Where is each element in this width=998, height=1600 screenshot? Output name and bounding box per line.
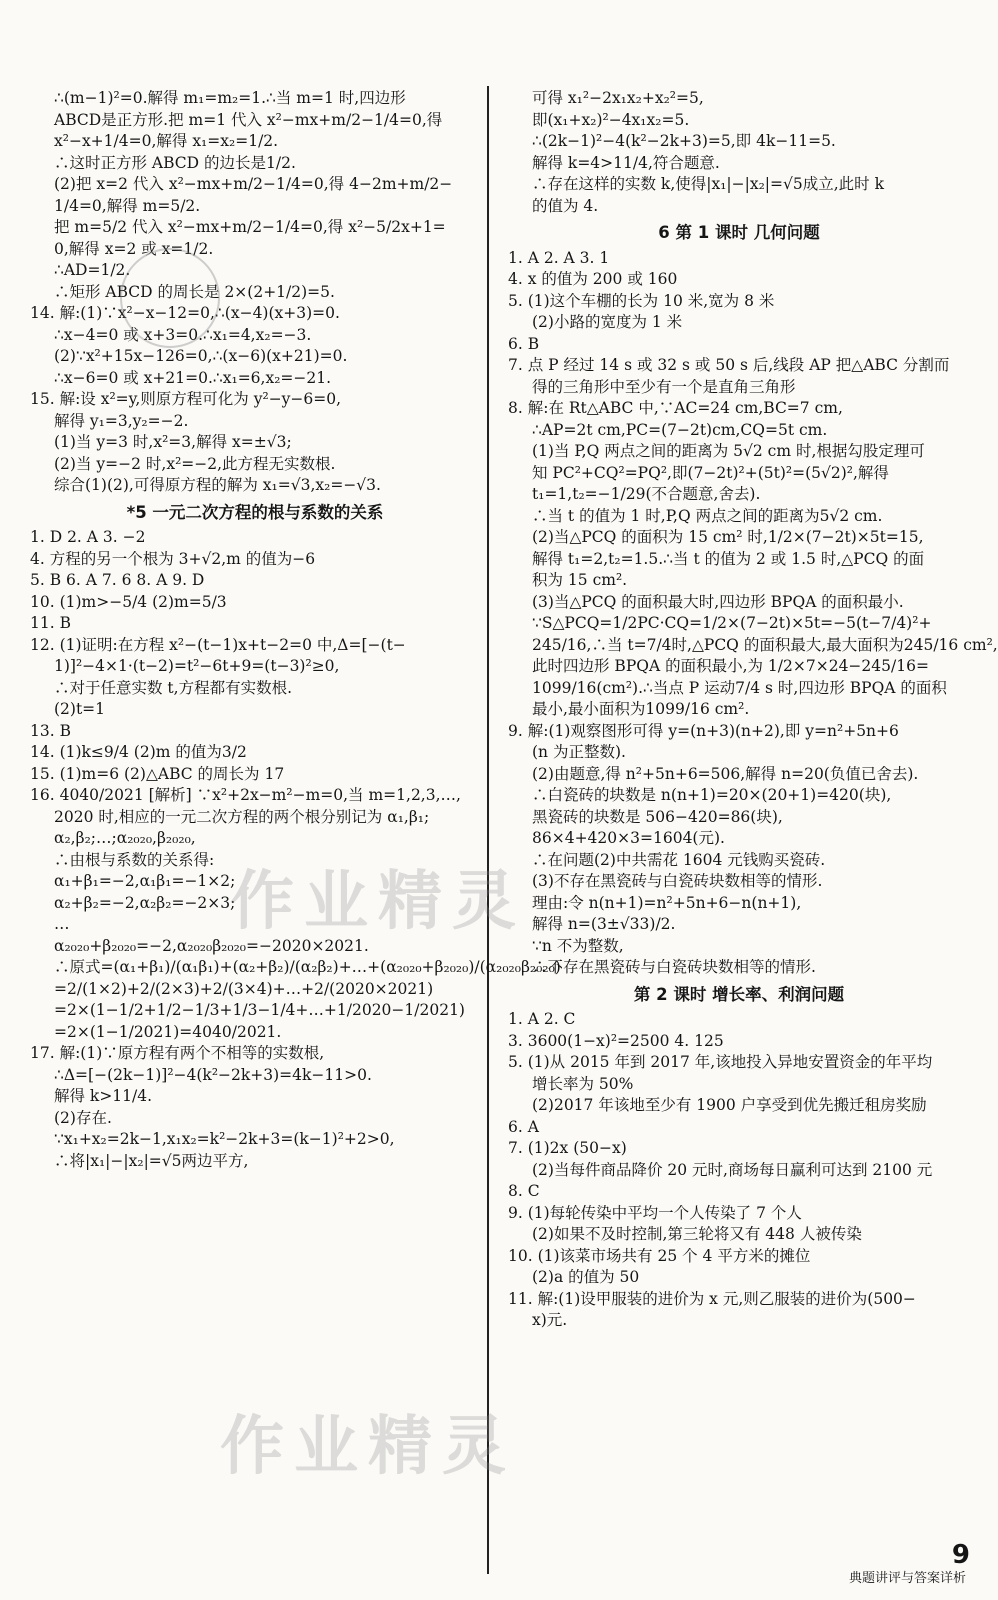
text-line: x)元. (532, 1311, 568, 1329)
text-line: 最小,最小面积为1099/16 cm². (532, 700, 750, 718)
text-line: 16. 4040/2021 [解析] ∵x²+2x−m²−m=0,当 m=1,2,3,…, (30, 786, 461, 804)
text-line: (2)当△PCQ 的面积为 15 cm² 时,1/2×(7−2t)×5t=15, (532, 528, 924, 546)
column-divider (487, 86, 489, 1574)
text-line: … (54, 915, 70, 933)
text-line: ∴AP=2t cm,PC=(7−2t)cm,CQ=5t cm. (532, 420, 828, 439)
text-line: 0,解得 x=2 或 x=1/2. (54, 239, 214, 258)
text-line: 6. A (508, 1117, 539, 1136)
section-heading: 6 第 1 课时 几何问题 (658, 223, 820, 242)
watermark: 作业精灵 (230, 865, 526, 939)
text-line: 理由:令 n(n+1)=n²+5n+6−n(n+1), (532, 893, 802, 912)
text-line: (2)把 x=2 代入 x²−mx+m/2−1/4=0,得 4−2m+m/2− (54, 175, 453, 193)
text-line: 86×4+420×3=1604(元). (532, 829, 725, 847)
text-line: 综合(1)(2),可得原方程的解为 x₁=√3,x₂=−√3. (54, 476, 381, 494)
text-line: 知 PC²+CQ²=PQ²,即(7−2t)²+(5t)²=(5√2)²,解得 (532, 463, 889, 482)
text-line: ∴(m−1)²=0.解得 m₁=m₂=1.∴当 m=1 时,四边形 (54, 89, 406, 107)
text-line: α₂+β₂=−2,α₂β₂=−2×3; (54, 893, 236, 912)
text-line: 5. B 6. A 7. 6 8. A 9. D (30, 571, 205, 589)
text-line: 4. 方程的另一个根为 3+√2,m 的值为−6 (30, 549, 316, 568)
text-line: 可得 x₁²−2x₁x₂+x₂²=5, (532, 89, 704, 107)
text-line: (3)当△PCQ 的面积最大时,四边形 BPQA 的面积最小. (532, 592, 904, 611)
text-line: ∴在问题(2)中共需花 1604 元钱购买瓷砖. (532, 850, 826, 869)
text-line: 9. (1)每轮传染中平均一个人传染了 7 个人 (508, 1203, 802, 1222)
text-line: 积为 15 cm². (532, 571, 628, 589)
text-line: 12. (1)证明:在方程 x²−(t−1)x+t−2=0 中,Δ=[−(t− (30, 635, 406, 654)
stamp-mark (120, 248, 220, 348)
text-line: ∴将|x₁|−|x₂|=√5两边平方, (54, 1151, 249, 1170)
text-line: 4. x 的值为 200 或 160 (508, 270, 678, 288)
text-line: ∵n 不为整数, (532, 936, 624, 955)
text-line: ∴由根与系数的关系得: (54, 850, 215, 869)
text-line: 解得 k=4>11/4,符合题意. (532, 153, 720, 172)
text-line: 的值为 4. (532, 196, 599, 215)
text-line: 7. (1)2x (50−x) (508, 1139, 627, 1157)
text-line: 15. (1)m=6 (2)△ABC 的周长为 17 (30, 764, 285, 783)
text-line: α₂,β₂;…;α₂₀₂₀,β₂₀₂₀, (54, 829, 196, 847)
text-line: ∵x₁+x₂=2k−1,x₁x₂=k²−2k+3=(k−1)²+2>0, (54, 1130, 395, 1148)
text-line: 增长率为 50% (532, 1074, 634, 1093)
text-line: 2020 时,相应的一元二次方程的两个根分别记为 α₁,β₁; (54, 807, 430, 826)
text-line: 解得 t₁=2,t₂=1.5.∴当 t 的值为 2 或 1.5 时,△PCQ 的面 (532, 549, 925, 568)
text-line: 7. 点 P 经过 14 s 或 32 s 或 50 s 后,线段 AP 把△ABC 分割而 (508, 356, 950, 374)
text-line: 1)]²−4×1·(t−2)=t²−6t+9=(t−3)²≥0, (54, 657, 340, 675)
text-line: 15. 解:设 x²=y,则原方程可化为 y²−y−6=0, (30, 390, 342, 408)
watermark: 作业精灵 (220, 1410, 516, 1484)
text-line: 此时四边形 BPQA 的面积最小,为 1/2×7×24−245/16= (532, 657, 929, 675)
text-line: (2)由题意,得 n²+5n+6=506,解得 n=20(负值已舍去). (532, 764, 919, 783)
text-line: (2)当每件商品降价 20 元时,商场每日赢利可达到 2100 元 (532, 1160, 933, 1179)
text-line: 6. B (508, 334, 540, 353)
text-line: 得的三角形中至少有一个是直角三角形 (532, 377, 796, 396)
text-line: (1)当 P,Q 两点之间的距离为 5√2 cm 时,根据勾股定理可 (532, 442, 925, 460)
text-line: 把 m=5/2 代入 x²−mx+m/2−1/4=0,得 x²−5/2x+1= (54, 218, 446, 236)
text-line: 3. 3600(1−x)²=2500 4. 125 (508, 1031, 724, 1050)
text-line: ∴存在这样的实数 k,使得|x₁|−|x₂|=√5成立,此时 k (532, 175, 885, 193)
text-line: (2)2017 年该地至少有 1900 户享受到优先搬迁租房奖励 (532, 1096, 927, 1114)
text-line: 1. D 2. A 3. −2 (30, 528, 146, 546)
text-line: (2)∵x²+15x−126=0,∴(x−6)(x+21)=0. (54, 347, 348, 365)
text-line: ∴Δ=[−(2k−1)]²−4(k²−2k+3)=4k−11>0. (54, 1065, 372, 1084)
text-line: 13. B (30, 721, 71, 740)
text-line: (2)存在. (54, 1108, 112, 1127)
text-line: ∴不存在黑瓷砖与白瓷砖块数相等的情形. (532, 958, 816, 976)
text-line: α₁+β₁=−2,α₁β₁=−1×2; (54, 872, 236, 890)
text-line: (2)如果不及时控制,第三轮将又有 448 人被传染 (532, 1225, 862, 1243)
text-line: 1099/16(cm²).∴当点 P 运动7/4 s 时,四边形 BPQA 的面积 (532, 678, 947, 697)
text-line: 17. 解:(1)∵原方程有两个不相等的实数根, (30, 1044, 325, 1062)
text-line: ∵S△PCQ=1/2PC·CQ=1/2×(7−2t)×5t=−5(t−7/4)²+ (532, 614, 932, 632)
text-line: 解得 k>11/4. (54, 1087, 153, 1105)
text-line: 10. (1)m>−5/4 (2)m=5/3 (30, 592, 227, 611)
text-line: ∴x−4=0 或 x+3=0.∴x₁=4,x₂=−3. (54, 325, 312, 344)
right-column (508, 88, 998, 1332)
text-line: ∴AD=1/2. (54, 261, 131, 279)
text-line: 黑瓷砖的块数是 506−420=86(块), (532, 807, 783, 826)
text-line: 10. (1)该菜市场共有 25 个 4 平方米的摊位 (508, 1246, 811, 1265)
text-line: 8. C (508, 1182, 540, 1200)
text-line: (2)小路的宽度为 1 米 (532, 313, 683, 331)
text-line: ∴对于任意实数 t,方程都有实数根. (54, 678, 293, 697)
text-line: 即(x₁+x₂)²−4x₁x₂=5. (532, 110, 690, 129)
text-line: (3)不存在黑瓷砖与白瓷砖块数相等的情形. (532, 872, 823, 890)
text-line: 1. A 2. C (508, 1010, 576, 1028)
text-line: (n 为正整数). (532, 743, 626, 761)
section-heading: *5 一元二次方程的根与系数的关系 (126, 502, 384, 522)
text-line: 解得 n=(3±√33)/2. (532, 915, 676, 933)
page-footer: 典题讲评与答案详析 (848, 1571, 966, 1586)
text-line: 5. (1)从 2015 年到 2017 年,该地投入异地安置资金的年平均 (508, 1053, 933, 1071)
text-line: 14. 解:(1)∵x²−x−12=0,∴(x−4)(x+3)=0. (30, 304, 340, 322)
text-line: 245/16,∴当 t=7/4时,△PCQ 的面积最大,最大面积为245/16 cm², (532, 635, 998, 654)
text-line: ∴(2k−1)²−4(k²−2k+3)=5,即 4k−11=5. (532, 132, 836, 150)
text-line: (2)当 y=−2 时,x²=−2,此方程无实数根. (54, 454, 336, 473)
text-line: 5. (1)这个车棚的长为 10 米,宽为 8 米 (508, 291, 775, 310)
text-line: (2)t=1 (54, 700, 106, 718)
section-heading: 第 2 课时 增长率、利润问题 (633, 984, 845, 1004)
text-line: 9. 解:(1)观察图形可得 y=(n+3)(n+2),即 y=n²+5n+6 (508, 721, 899, 740)
page-number: 9 (951, 1540, 970, 1570)
text-line: ∴这时正方形 ABCD 的边长是1/2. (54, 153, 296, 172)
text-line: t₁=1,t₂=−1/29(不合题意,舍去). (532, 485, 761, 503)
text-line: x²−x+1/4=0,解得 x₁=x₂=1/2. (54, 132, 279, 150)
text-line: ∴矩形 ABCD 的周长是 2×(2+1/2)=5. (54, 282, 335, 301)
text-line: 11. B (30, 614, 71, 632)
text-line: (1)当 y=3 时,x²=3,解得 x=±√3; (54, 433, 292, 451)
text-line: =2/(1×2)+2/(2×3)+2/(3×4)+…+2/(2020×2021) (54, 979, 434, 998)
text-line: 14. (1)k≤9/4 (2)m 的值为3/2 (30, 743, 247, 761)
text-line: 1. A 2. A 3. 1 (508, 248, 610, 267)
text-line: ∴x−6=0 或 x+21=0.∴x₁=6,x₂=−21. (54, 368, 332, 387)
text-line: =2×(1−1/2+1/2−1/3+1/3−1/4+…+1/2020−1/2021) (54, 1001, 465, 1019)
text-line: ∴白瓷砖的块数是 n(n+1)=20×(20+1)=420(块), (532, 786, 892, 804)
text-line: 解得 y₁=3,y₂=−2. (54, 411, 189, 430)
text-line: =2×(1−1/2021)=4040/2021. (54, 1022, 282, 1041)
text-line: 11. 解:(1)设甲服装的进价为 x 元,则乙服装的进价为(500− (508, 1289, 916, 1308)
text-line: ∴当 t 的值为 1 时,P,Q 两点之间的距离为5√2 cm. (532, 506, 883, 525)
text-line: 1/4=0,解得 m=5/2. (54, 196, 201, 215)
text-line: 8. 解:在 Rt△ABC 中,∵AC=24 cm,BC=7 cm, (508, 399, 843, 417)
text-line: ∴原式=(α₁+β₁)/(α₁β₁)+(α₂+β₂)/(α₂β₂)+…+(α₂₀₂₀+β₂₀₂₀)/(α₂₀₂₀β₂₀₂₀) (54, 958, 561, 976)
text-line: ABCD是正方形.把 m=1 代入 x²−mx+m/2−1/4=0,得 (54, 110, 443, 129)
text-line: α₂₀₂₀+β₂₀₂₀=−2,α₂₀₂₀β₂₀₂₀=−2020×2021. (54, 936, 369, 955)
text-line: (2)a 的值为 50 (532, 1268, 640, 1286)
